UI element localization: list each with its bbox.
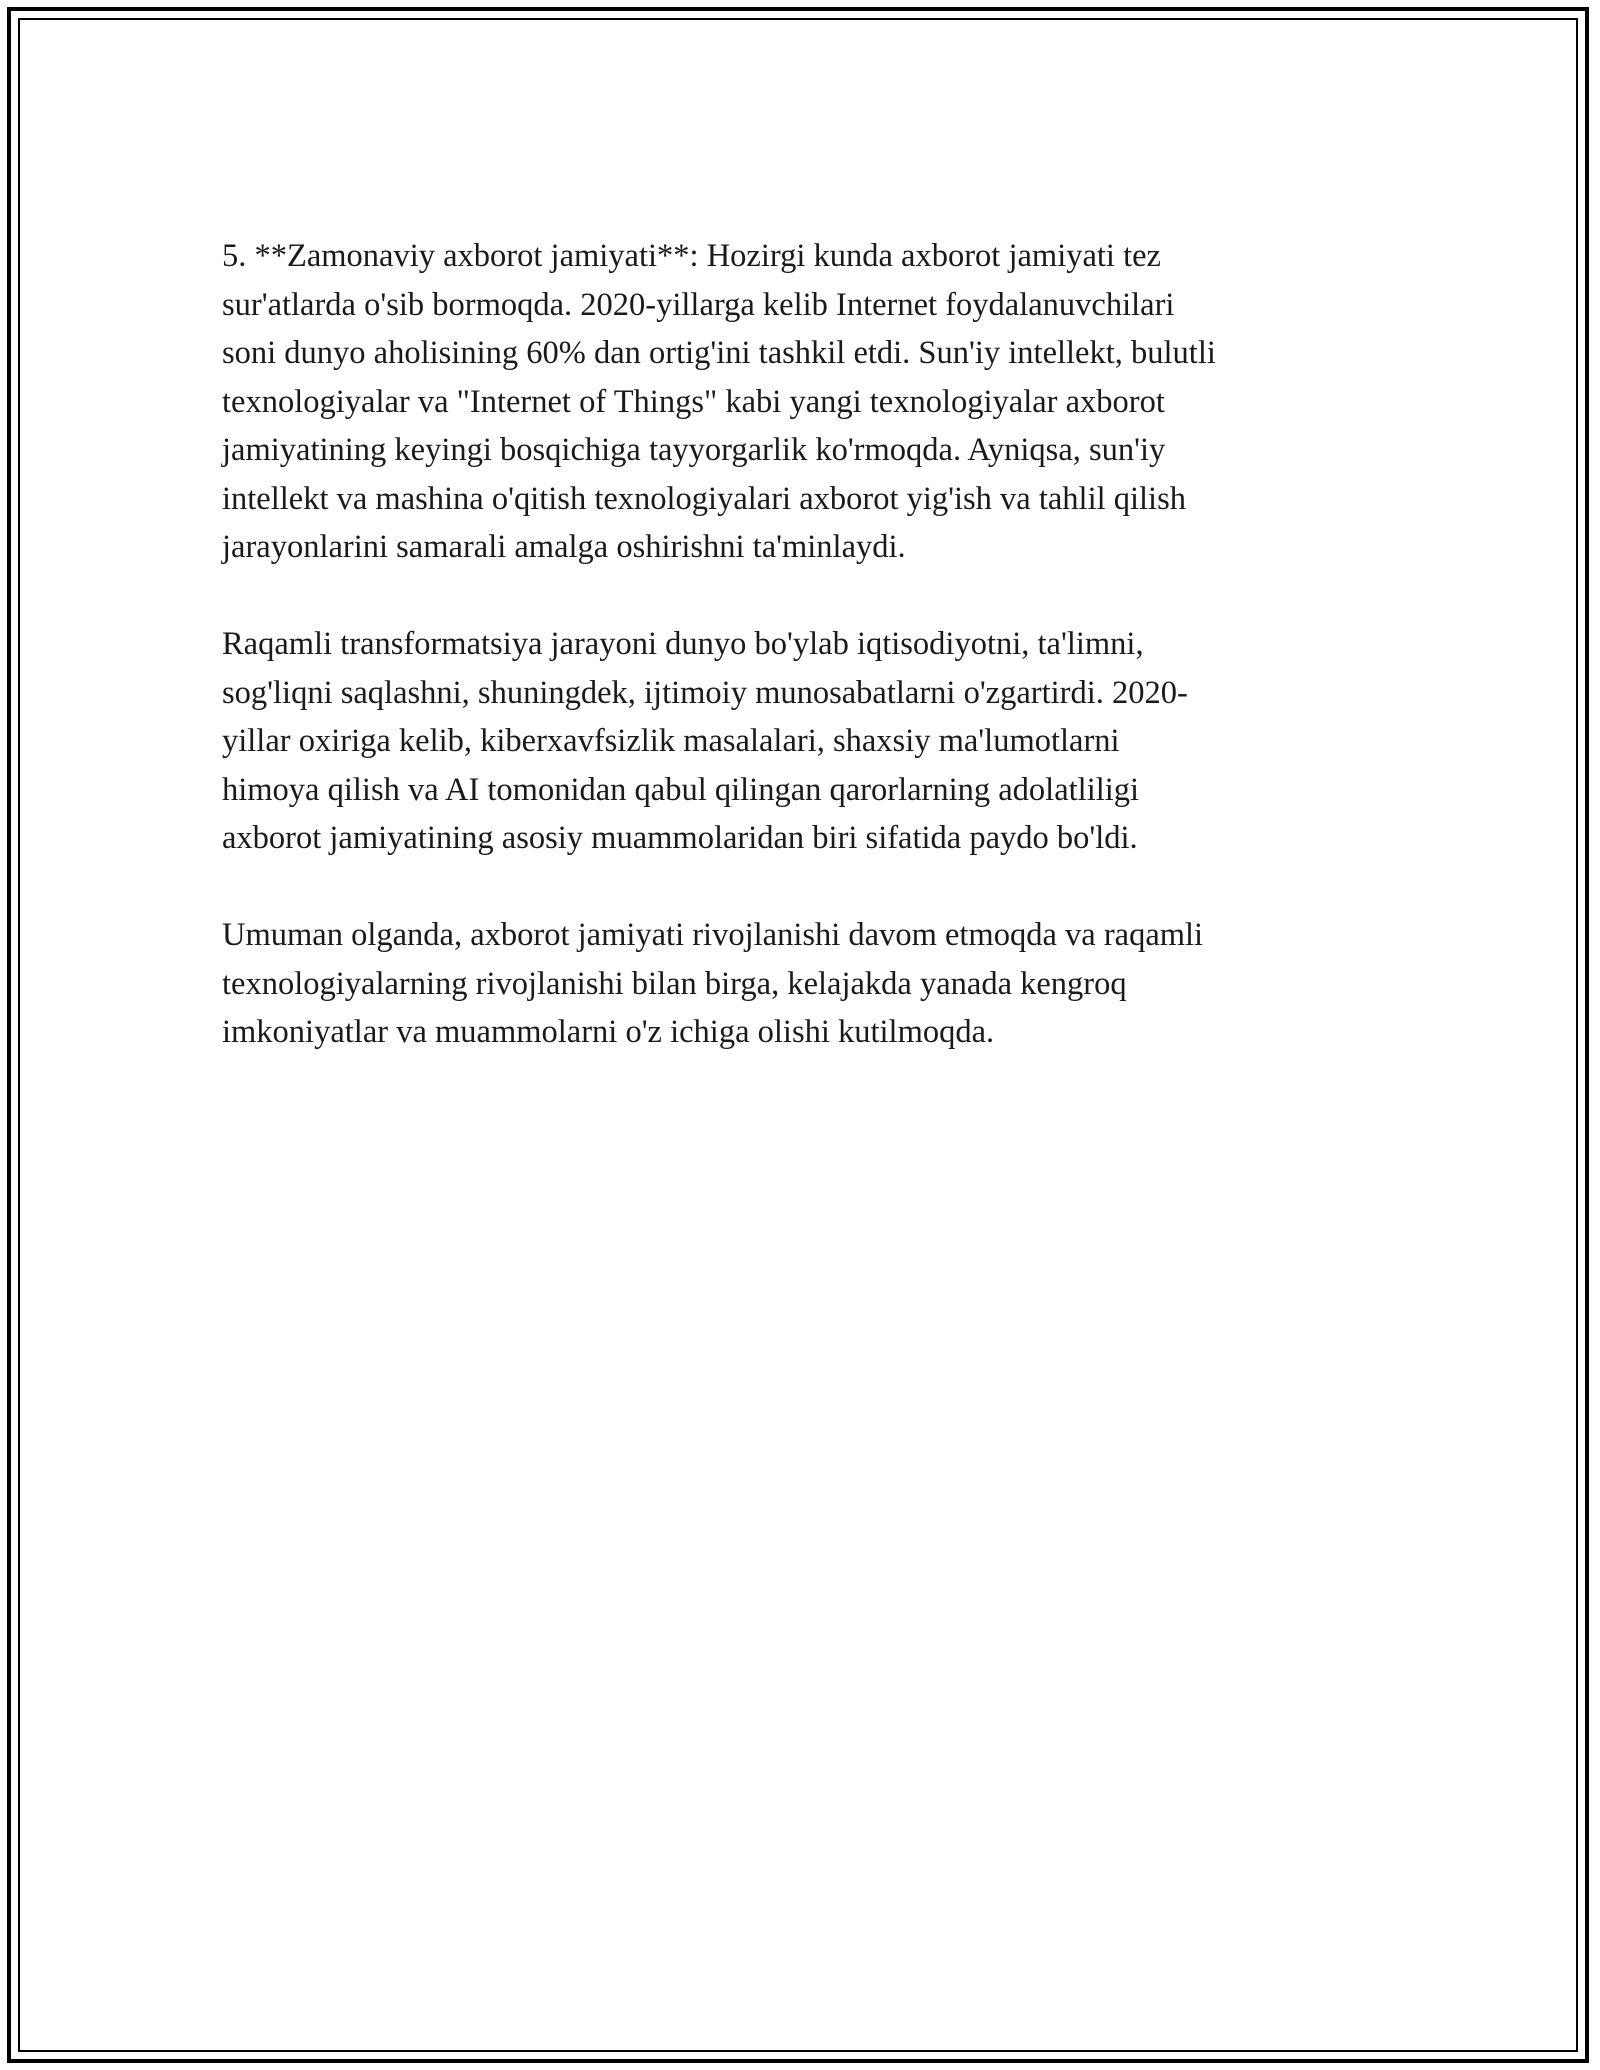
document-body	[222, 232, 1372, 1105]
paragraph-conclusion: Umuman olganda, axborot jamiyati rivojlanishi davom etmoqda va raqamli texnologiyalarning rivojlanishi bilan birga, kelajakda yanada kengroq imkoniyatlar va muammolarni o'z ichiga olishi kutilmoqda.	[222, 917, 1204, 1050]
paragraph-digital-transformation: Raqamli transformatsiya jarayoni dunyo bo'ylab iqtisodiyotni, ta'limni, sog'liqni saqlashni, shuningdek, ijtimoiy munosabatlarni o'zgartirdi. 2020- yillar oxiriga kelib, kiberxavfsizlik masalalari, shaxsiy ma'lumotlarni himoya qilish va AI tomonidan qabul qilingan qarorlarning adolatliligi axborot jamiyatining asosiy muammolaridan biri sifatida paydo bo'ldi.	[222, 626, 1188, 856]
paragraph-modern-information-society: 5. **Zamonaviy axborot jamiyati**: Hozirgi kunda axborot jamiyati tez sur'atlarda o'sib bormoqda. 2020-yillarga kelib Internet foydalanuvchilari soni dunyo aholisining 60% dan ortig'ini tashkil etdi. Sun'iy intellekt, bulutli texnologiyalar va "Internet of Things" kabi yangi texnologiyalar axborot jamiyatining keyingi bosqichiga tayyorgarlik ko'rmoqda. Ayniqsa, sun'iy intellekt va mashina o'qitish texnologiyalari axborot yig'ish va tahlil qilish jarayonlarini samarali amalga oshirishni ta'minlaydi.	[222, 238, 1216, 565]
